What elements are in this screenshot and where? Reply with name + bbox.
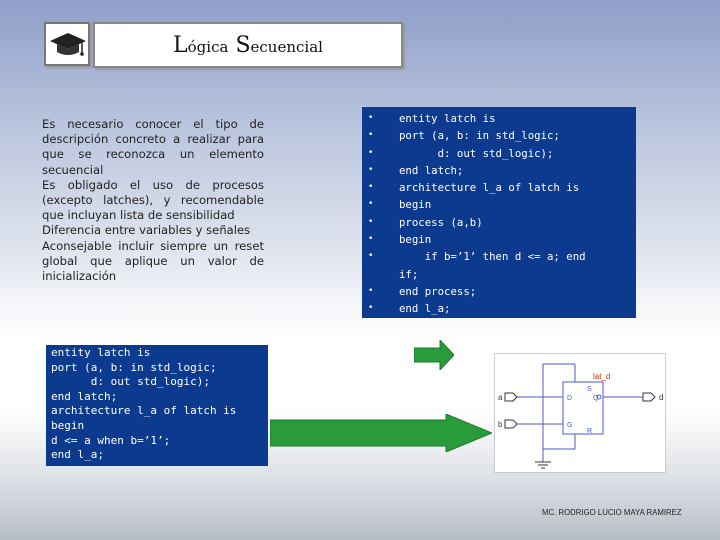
code-line: d: out std_logic); bbox=[51, 375, 210, 389]
pin-s: S bbox=[587, 386, 592, 393]
description-text bbox=[42, 117, 264, 284]
title-box bbox=[93, 22, 403, 68]
code-line bbox=[368, 145, 630, 162]
bullet-placeholder bbox=[368, 266, 399, 283]
code-line bbox=[368, 110, 630, 127]
code-line bbox=[368, 248, 630, 265]
bullet-icon: • bbox=[368, 182, 374, 193]
port-label-d: d bbox=[659, 393, 664, 402]
graduation-cap-icon bbox=[46, 24, 88, 64]
code-text: end latch; bbox=[399, 163, 464, 177]
code-text: entity latch is bbox=[399, 112, 496, 125]
code-line: entity latch is bbox=[51, 346, 151, 359]
title-initial-1: L bbox=[173, 32, 188, 58]
code-line: port (a, b: in std_logic; bbox=[51, 360, 217, 374]
bullet-icon: • bbox=[368, 147, 374, 158]
code-text: end l_a; bbox=[399, 302, 451, 316]
code-text: if; bbox=[399, 267, 419, 281]
bullet-icon: • bbox=[368, 199, 374, 210]
bullet-icon: • bbox=[368, 234, 374, 245]
port-label-b: b bbox=[498, 420, 503, 429]
code-text: d: out std_logic); bbox=[399, 146, 554, 160]
right-arrow-icon bbox=[270, 414, 492, 452]
author-name: MC. RODRIGO LUCIO MAYA RAMIREZ bbox=[542, 508, 682, 517]
port-label-a: a bbox=[498, 393, 503, 402]
code-text: begin bbox=[399, 198, 432, 212]
code-line bbox=[368, 127, 630, 144]
code-line bbox=[368, 300, 630, 317]
bullet-icon: • bbox=[368, 251, 374, 262]
code-line bbox=[368, 283, 630, 300]
ground-icon bbox=[535, 462, 551, 468]
code-line bbox=[368, 179, 630, 196]
pin-g: G bbox=[567, 422, 573, 429]
input-port-b bbox=[505, 420, 517, 428]
pin-d: D bbox=[567, 395, 573, 402]
latch-schematic bbox=[494, 353, 666, 473]
output-port-d bbox=[643, 393, 655, 401]
code-text: architecture l_a of latch is bbox=[399, 181, 580, 195]
code-line: d <= a when b=’1’; bbox=[51, 433, 171, 447]
bullet-icon: • bbox=[368, 216, 374, 227]
bullet-icon: • bbox=[368, 130, 374, 141]
title-word-1: ógica bbox=[187, 37, 229, 56]
page-title bbox=[173, 33, 323, 58]
code-line: begin bbox=[51, 418, 85, 432]
code-text: port (a, b: in std_logic; bbox=[399, 129, 560, 143]
code-text: if b=’1’ then d <= a; end bbox=[399, 250, 586, 264]
code-line bbox=[368, 196, 630, 213]
bullet-icon: • bbox=[368, 285, 374, 296]
pin-r: R bbox=[587, 428, 593, 435]
title-word-2: ecuencial bbox=[250, 37, 323, 56]
code-line bbox=[368, 231, 630, 248]
pin-q: Q bbox=[593, 395, 599, 402]
logo bbox=[44, 22, 90, 66]
right-arrow-icon bbox=[414, 340, 454, 370]
process-code-box bbox=[362, 107, 636, 318]
input-port-a bbox=[505, 393, 517, 401]
block-name: lat_d bbox=[593, 372, 611, 381]
bullet-icon: • bbox=[368, 303, 374, 314]
code-line: end l_a; bbox=[51, 448, 104, 462]
title-initial-2: S bbox=[235, 32, 251, 58]
code-text: begin bbox=[399, 233, 432, 247]
code-text: process (a,b) bbox=[399, 215, 483, 229]
paragraph-3: Diferencia entre variables y señales bbox=[42, 223, 251, 238]
code-line bbox=[368, 162, 630, 179]
code-text: end process; bbox=[399, 284, 477, 298]
code-line: end latch; bbox=[51, 389, 118, 403]
paragraph-2: Es obligado el uso de procesos (excepto latches), y recomendable que incluyan lista de sensibilidad bbox=[42, 177, 264, 223]
code-line: architecture l_a of latch is bbox=[51, 404, 237, 418]
code-line bbox=[368, 266, 630, 283]
paragraph-1: Es necesario conocer el tipo de descripción concreto a realizar para que se reconozca un elemento secuencial bbox=[42, 117, 264, 177]
bullet-icon: • bbox=[368, 113, 374, 123]
code-line bbox=[368, 214, 630, 231]
concurrent-code-box bbox=[46, 345, 268, 466]
paragraph-4: Aconsejable incluir siempre un reset global que aplique un valor de inicialización bbox=[42, 238, 264, 284]
bullet-icon: • bbox=[368, 164, 374, 175]
